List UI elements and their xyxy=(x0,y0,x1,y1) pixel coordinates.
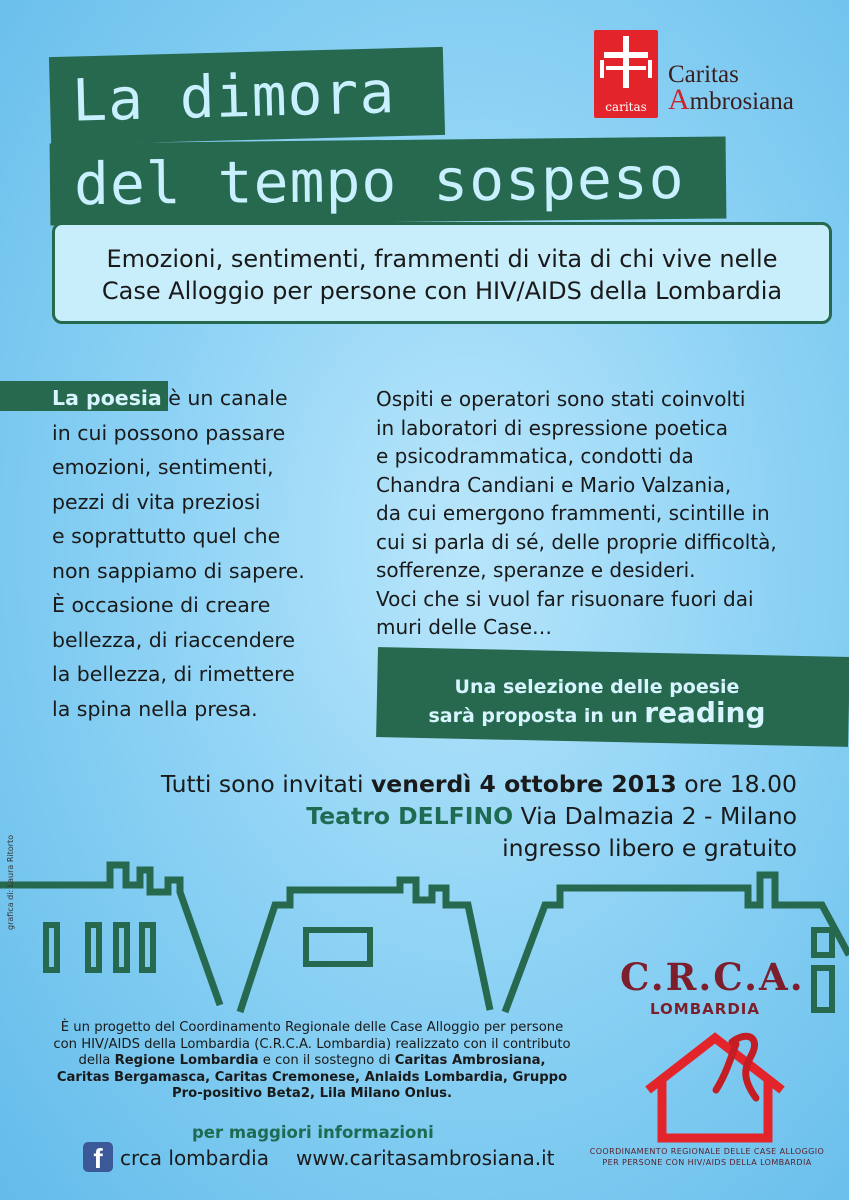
invite-text: Tutti sono invitati xyxy=(160,770,371,798)
right-line: e psicodrammatica, condotti da xyxy=(376,444,694,468)
subtitle-line-1: Emozioni, sentimenti, frammenti di vita di chi vive nelle xyxy=(106,245,778,273)
credits-bold: Regione Lombardia xyxy=(114,1053,259,1068)
caritas-ambrosiana-name xyxy=(668,62,794,114)
crca-caption-line-2: PER PERSONE CON HIV/AIDS DELLA LOMBARDIA xyxy=(602,1158,812,1167)
left-line: pezzi di vita preziosi xyxy=(52,489,261,514)
caritas-mark-label: caritas xyxy=(605,100,647,114)
crca-caption-line-1: COORDINAMENTO REGIONALE DELLE CASE ALLOGGIO xyxy=(589,1147,825,1156)
left-line: la spina nella presa. xyxy=(52,696,258,721)
credits-text: e con il sostegno di xyxy=(258,1053,395,1068)
reading-word: reading xyxy=(644,696,766,729)
crca-logo-name: C.R.C.A. xyxy=(620,955,805,999)
credits-paragraph xyxy=(52,1020,572,1103)
website-link[interactable]: www.caritasambrosiana.it xyxy=(296,1146,555,1170)
reading-line-1: Una selezione delle poesie xyxy=(454,676,740,698)
design-credit: grafica di: Laura Ritorto xyxy=(6,835,15,930)
poetry-paragraph xyxy=(52,381,352,726)
title-line-2: del tempo sospeso xyxy=(50,136,727,225)
event-date: venerdì 4 ottobre 2013 xyxy=(370,770,677,798)
subtitle-box xyxy=(52,222,832,324)
crca-logo-region: LOMBARDIA xyxy=(650,1000,760,1018)
right-line: sofferenze, speranze e desideri. xyxy=(376,558,696,582)
reading-announcement xyxy=(377,674,817,729)
right-line: muri delle Case… xyxy=(376,615,553,639)
workshop-paragraph xyxy=(376,385,806,642)
caritas-logo-icon xyxy=(594,30,658,118)
credits-text: È un progetto del Coordinamento Regionale delle Case Alloggio per persone con HIV/AIDS della Lombardia (C.R.C.A. Lombardia) realizzato con il contributo della xyxy=(53,1020,571,1068)
facebook-link[interactable]: crca lombardia xyxy=(120,1146,269,1170)
event-details xyxy=(161,768,797,864)
left-line: e soprattutto quel che xyxy=(52,524,281,548)
crca-house-icon xyxy=(640,1030,790,1145)
credits-sponsors: Caritas Ambrosiana, Caritas Bergamasca, Caritas Cremonese, Anlaids Lombardia, Gruppo Pro-positivo Beta2, Lila Milano Onlus. xyxy=(56,1053,568,1101)
more-info-label: per maggiori informazioni xyxy=(192,1123,434,1142)
caritas-name-rest: mbrosiana xyxy=(689,88,794,115)
event-time: ore 18.00 xyxy=(676,770,797,798)
right-line: cui si parla di sé, delle proprie difficoltà, xyxy=(376,529,777,554)
left-line: è un canale xyxy=(161,386,288,410)
left-line: bellezza, di riaccendere xyxy=(52,627,296,652)
caritas-name-line1: Caritas xyxy=(668,61,739,88)
right-line: in laboratori di espressione poetica xyxy=(376,415,729,440)
crca-caption xyxy=(582,1146,832,1168)
reading-line-2: sarà proposta in un xyxy=(428,705,645,727)
right-line: da cui emergono frammenti, scintille in xyxy=(376,501,770,525)
event-entry: ingresso libero e gratuito xyxy=(502,834,797,862)
right-line: Ospiti e operatori sono stati coinvolti xyxy=(376,387,746,411)
left-line: È occasione di creare xyxy=(52,593,271,617)
left-line: in cui possono passare xyxy=(52,420,286,445)
left-line: emozioni, sentimenti, xyxy=(52,455,274,479)
title-line-1: La dimora xyxy=(49,47,445,145)
event-address: Via Dalmazia 2 - Milano xyxy=(513,802,797,830)
subtitle-line-2: Case Alloggio per persone con HIV/AIDS della Lombardia xyxy=(101,277,783,305)
facebook-icon[interactable]: f xyxy=(83,1142,113,1172)
left-line: non sappiamo di sapere. xyxy=(52,558,305,583)
right-line: Voci che si vuol far risuonare fuori dai xyxy=(376,586,754,611)
caritas-name-initial: A xyxy=(668,83,690,116)
event-venue: Teatro DELFINO xyxy=(306,802,514,830)
poesia-highlight: La poesia xyxy=(52,386,162,410)
right-line: Chandra Candiani e Mario Valzania, xyxy=(376,472,732,497)
left-line: la bellezza, di rimettere xyxy=(52,662,295,686)
